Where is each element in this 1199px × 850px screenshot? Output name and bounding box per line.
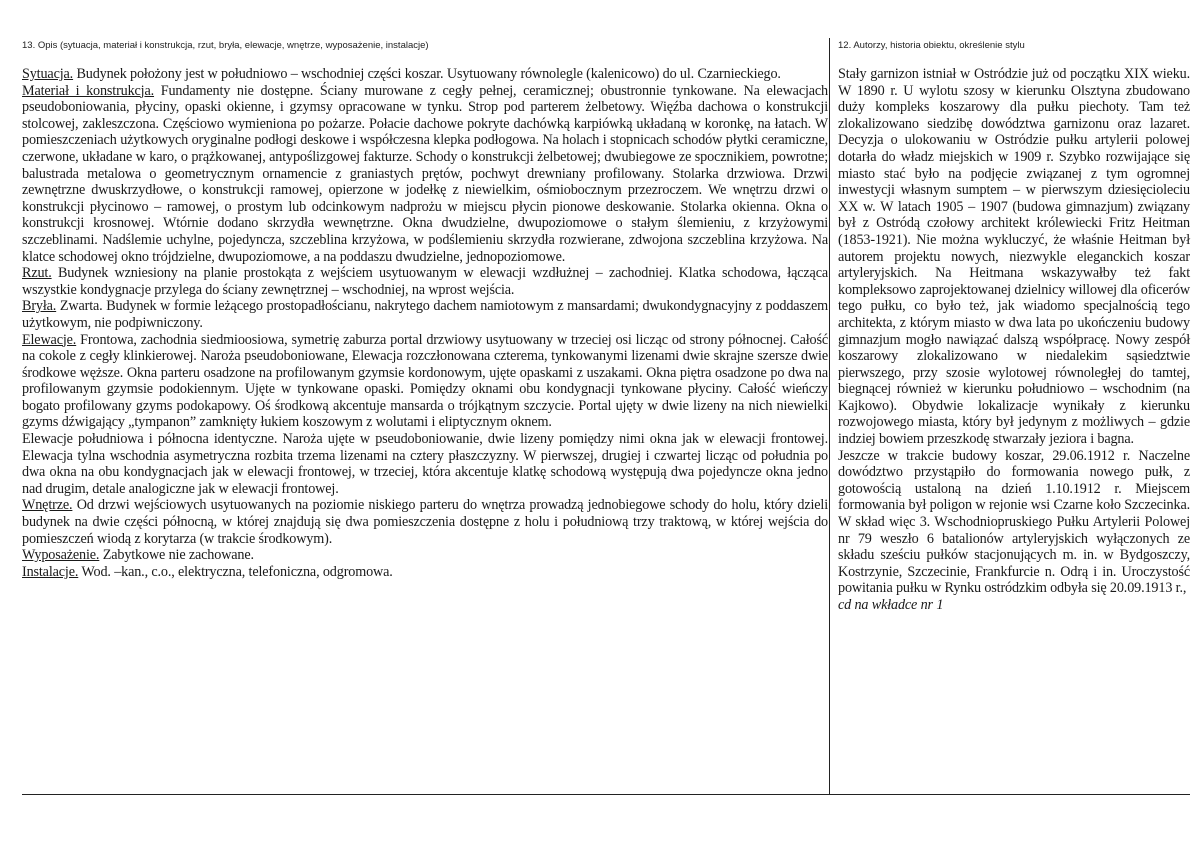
history-paragraph: Jeszcze w trakcie budowy koszar, 29.06.1912 r. Naczelne dowództwo przystąpiło do formowania nowego pułk, z gotowością ustaloną na dzień 1.10.1912 r. Miejscem formowania był poligon w rejonie wsi Czarne koło Szczecinka. W skład więc 3. Wschodniopruskiego Pułku Artylerii Polowej nr 79 weszło 6 batalionów artyleryjskich wyłączonych ze składu sześciu pułków stacjonujących m. in. w Bydgoszczy, Kostrzynie, Szczecinie, Frankfurcie n. Odrą i in. Uroczystość powitania pułku w Rynku ostródzkim odbyła się 20.09.1913 r.,	[838, 447, 1190, 597]
section-label: Instalacje.	[22, 563, 79, 580]
description-body	[22, 66, 828, 580]
history-paragraph: Stały garnizon istniał w Ostródzie już od początku XIX wieku. W 1890 r. U wylotu szosy w kierunku Olsztyna zbudowano duży kompleks koszarowy dla pułku piechoty. Tam też zlokalizowano siedzibę dowództwa garnizonu oraz lazaret. Decyzja o ulokowaniu w Ostródzie pułku artylerii polowej dotarła do władz miejskich w 1909 r. Szybko rozwijające się miasto stać było na podjęcie związanej z tym ogromnej inwestycji własnym sumptem – w pierwszym dziesięcioleciu XX w. W latach 1905 – 1907 (budowa gimnazjum) związany był z Ostródą czołowy architekt królewiecki Fritz Heitman (1853-1921). Nie można wykluczyć, że właśnie Heitman był autorem projektu nowych, niezwykle eleganckich koszar artyleryjskich. Na Heitmana wskazywałby też fakt kompleksowo zaprojektowanej dzielnicy willowej dla oficerów tego pułku, co było też, jak wiadomo specjalnością tego architekta, z którym miasto w dwa lata po ukończeniu budowy gimnazjum mogło nawiązać dalszą współpracę. Nowy zespół koszarowy zlokalizowano w niedalekim sąsiedztwie pierwszego, przy szosie wylotowej równoległej do tamtej, biegnącej również w kierunku południowo – wschodnim (na Kajkowo). Obydwie lokalizacje wynikały z kierunku rozwojowego miasta, który był jedynym z możliwych – gdzie indziej bowiem przeszkodę stwarzały jeziora i bagna.	[838, 66, 1190, 448]
description-column	[22, 40, 828, 794]
section-text: Budynek położony jest w południowo – wschodniej części koszar. Usytuowany równolegle (kalenicowo) do ul. Czarnieckiego.	[73, 66, 781, 82]
section-label: Materiał i konstrukcja.	[22, 82, 155, 99]
continuation-note: cd na wkładce nr 1	[838, 597, 944, 613]
section-text: Frontowa, zachodnia siedmioosiowa, symetrię zaburza portal drzwiowy usytuowany w trzeciej osi licząc od strony północnej. Całość na cokole z cegły klinkierowej. Naroża pseudoboniowane, Elewacja rozczłonowana czterema, tynkowanymi lizenami dwie skrajne szersze dwie środkowe węższe. Okna parteru osadzone na profilowanym gzymsie kordonowym, ujęte opaskami z uszakami. Okna piętra osadzone po dwa na profilowanym gzymsie podokiennym. Ujęte w tynkowane opaski. Pomiędzy oknami obu kondygnacji tynkowane płyciny. Całość wieńczy bogato profilowany gzyms podokapowy. Oś środkową akcentuje mansarda o trójkątnym szczycie. Portal ujęty w dwie lizeny na nich niewielki gzyms dźwigający „tympanon” zamknięty łukiem koszowym z wolutami i eliptycznym oknem.	[22, 331, 828, 431]
section-situation	[22, 66, 828, 83]
section-plan	[22, 265, 828, 298]
section-text: Zabytkowe nie zachowane.	[99, 547, 254, 564]
section-elevations-2	[22, 431, 828, 497]
section-text: Fundamenty nie dostępne. Ściany murowane z cegły pełnej, ceramicznej; obustronnie tynkowane. Na elewacjach pseudoboniowania, płyciny, opaski okienne, i gzymsy opracowane w tynku. Strop pod parterem żelbetowy. Więźba dachowa o konstrukcji stolcowej, zakleszczona. Częściowo wymieniona po pożarze. Połacie dachowe pokryte dachówką karpiówką układaną w koronkę, na łatach. W pomieszczeniach użytkowych oryginalne podłogi deskowe i współczesna klepka podłogowa. Na holach i stopnicach schodów płytki ceramiczne, czerwone, układane w karo, o prążkowanej, antypoślizgowej fakturze. Schody o konstrukcji żelbetowej; dwubiegowe ze spocznikiem, powrotne; balustrada metalowa o geometrycznym ornamencie z graniastych prętów, pochwyt drewniany profilowany. Stolarka drzwiowa. Drzwi zewnętrzne dwuskrzydłowe, o konstrukcji ramowej, opierzone w jodełkę z niewielkim, ośmiobocznym przezroczem. We wnętrzu drzwi o konstrukcji płycinowo – ramowej, o prostym lub odcinkowym nadprożu w miejscu płycin pionowe deskowanie. Stolarka okienna. Okna o konstrukcji krosnowej. Wtórnie dodano skrzydła wewnętrzne. Okna dwudzielne, dwupoziomowe o stałym ślemieniu, z krzyżowymi szczeblinami. Nadślemie uchylne, pojedyncza, szczeblina krzyżowa, w podślemieniu skrzydła rozwierane, zdwojona szczeblina krzyżowa. Na klatce schodowej okno trójdzielne, dwupoziomowe, a na poddaszu dwudzielne, jednopoziomowe.	[22, 82, 829, 265]
section-label: Rzut.	[22, 265, 52, 282]
section-text: Budynek wzniesiony na planie prostokąta z wejściem usytuowanym w elewacji wzdłużnej – zachodniej. Klatka schodowa, łącząca wszystkie kondygnacje przylega do ściany zewnętrznej – wschodniej, na wprost wejścia.	[22, 265, 828, 298]
section-text: Wod. –kan., c.o., elektryczna, telefoniczna, odgromowa.	[78, 563, 393, 580]
section-label: Sytuacja.	[22, 66, 74, 82]
section-label: Bryła.	[22, 298, 57, 315]
section-label: Elewacje.	[22, 331, 77, 348]
history-column	[838, 40, 1190, 794]
description-header: 13. Opis (sytuacja, materiał i konstrukcja, rzut, bryła, elewacje, wnętrze, wyposażenie, instalacje)	[22, 40, 429, 51]
bottom-rule	[22, 794, 1190, 795]
section-massing	[22, 298, 828, 331]
column-divider	[829, 38, 830, 795]
section-elevations	[22, 332, 828, 432]
section-label: Wnętrze.	[22, 497, 73, 514]
section-text: Zwarta. Budynek w formie leżącego prostopadłościanu, nakrytego dachem namiotowym z mansardami; dwukondygnacyjny z poddaszem użytkowym, nie podpiwniczony.	[22, 298, 828, 331]
section-material	[22, 83, 828, 266]
history-header: 12. Autorzy, historia obiektu, określenie stylu	[838, 40, 1025, 51]
section-text: Od drzwi wejściowych usytuowanych na poziomie niskiego parteru do wnętrza prowadzą jednobiegowe schody do holu, który dzieli budynek na dwie części północną, w której znajdują się dwa pomieszczenia dostępne z holu i południową trzy traktową, w której wejścia do pomieszczeń wiodą z korytarza (w trakcie środkowym).	[22, 497, 828, 547]
section-installations	[22, 564, 828, 581]
section-text: Elewacje południowa i północna identyczne. Naroża ujęte w pseudoboniowanie, dwie lizeny pomiędzy nimi okna jak w elewacji frontowej. Elewacja tylna wschodnia asymetryczna rozbita trzema lizenami na cztery płaszczyzny. W pierwszej, drugiej i czwartej licząc od południa po dwa okna na obu kondygnacjach jak w elewacji frontowej, w trzeciej, która akcentuje klatkę schodową występują dwa pojedyncze okna jedno nad drugim, detale analogiczne jak w elewacji frontowej.	[22, 431, 828, 497]
section-interior	[22, 497, 828, 547]
history-body	[838, 66, 1190, 614]
section-label: Wyposażenie.	[22, 547, 100, 564]
section-furnishing	[22, 547, 828, 564]
